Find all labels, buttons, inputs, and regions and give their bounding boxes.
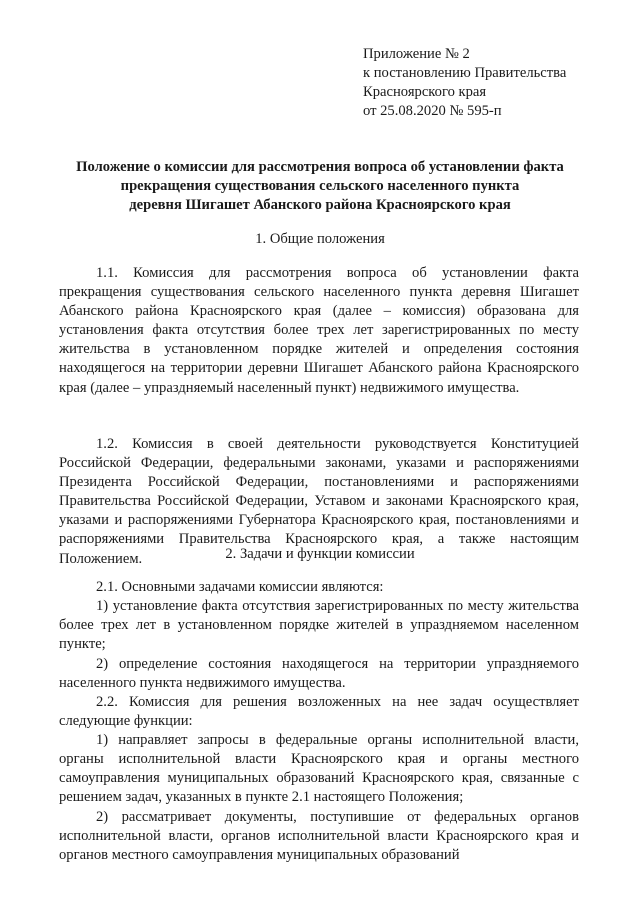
paragraph-2-2-2: 2) рассматривает документы, поступившие от федеральных органов исполнительной власти, органов исполнительной власти Красноярского края и органов местного самоуправления муниципальных образований [59, 809, 579, 864]
paragraph-2-2: 2.2. Комиссия для решения возложенных на нее задач осуществляет следующие функции: [59, 694, 579, 730]
section-heading-tasks: 2. Задачи и функции комиссии [225, 546, 415, 562]
document-title [40, 158, 600, 215]
title-line: прекращения существования сельского населенного пункта [120, 178, 520, 194]
appendix-line: от 25.08.2020 № 595-п [363, 103, 502, 119]
section-heading-general: 1. Общие положения [255, 231, 385, 247]
title-line: Положение о комиссии для рассмотрения вопроса об установлении факта [76, 159, 564, 175]
paragraph-2-1-1: 1) установление факта отсутствия зарегистрированных по месту жительства более трех лет в установленном порядке жителей в упраздняемом населенном пункте; [59, 598, 579, 653]
paragraph-2-1: 2.1. Основными задачами комиссии являются: [96, 579, 384, 595]
appendix-line: Приложение № 2 [363, 46, 470, 62]
paragraph-1-1: 1.1. Комиссия для рассмотрения вопроса об установлении факта прекращения существования сельского населенного пункта деревня Шигашет Абанского района Красноярского края (далее – комиссия) образована для установления факта отсутствия более трех лет зарегистрированных по месту жительства в установленном порядке жителей и определения состояния находящегося на территории деревни Шигашет Абанского района Красноярского края (далее – упраздняемый населенный пункт) недвижимого имущества. [59, 265, 579, 396]
appendix-line: Красноярского края [363, 84, 487, 100]
paragraph-1-2: 1.2. Комиссия в своей деятельности руководствуется Конституцией Российской Федерации, федеральными законами, указами и распоряжениями Президента Российской Федерации, постановлениями и распоряжениями Правительства Российской Федерации, Уставом и законами Красноярского края, указами и распоряжениями Губернатора Красноярского края, постановлениями и распоряжениями Правительства Красноярского края, а также настоящим Положением. [59, 436, 579, 567]
title-line: деревня Шигашет Абанского района Красноярского края [129, 197, 511, 213]
paragraph-2-1-2: 2) определение состояния находящегося на территории упраздняемого населенного пункта недвижимого имущества. [59, 656, 579, 692]
appendix-block [363, 45, 566, 121]
appendix-line: к постановлению Правительства [363, 65, 567, 81]
paragraph-2-2-1: 1) направляет запросы в федеральные органы исполнительной власти, органы исполнительной власти Красноярского края и органы местного самоуправления муниципальных образований Красноярского края, связанные с решением задач, указанных в пункте 2.1 настоящего Положения; [59, 732, 579, 806]
